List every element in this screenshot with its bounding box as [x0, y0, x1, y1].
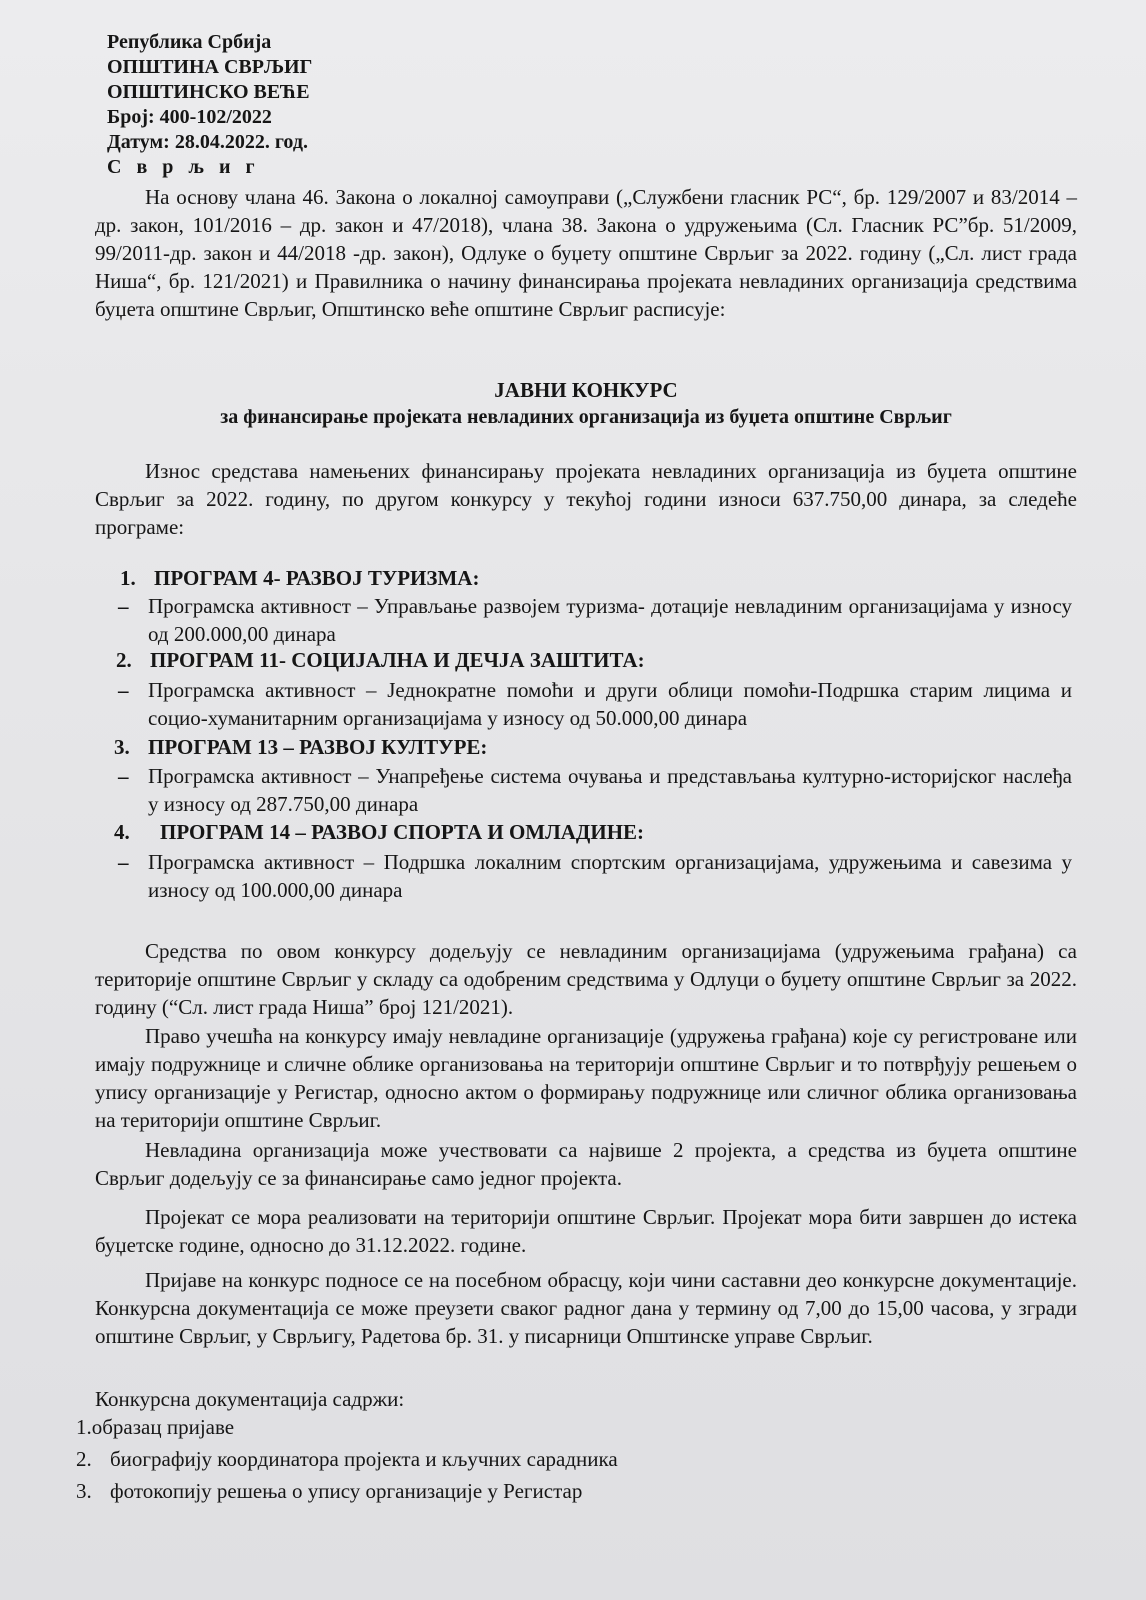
program-number: 4. — [114, 820, 130, 844]
list-item — [76, 1443, 618, 1475]
list-item-number: 1. — [76, 1415, 92, 1439]
dash-bullet: – — [118, 764, 129, 788]
program-title: ПРОГРАМ 13 – РАЗВОЈ КУЛТУРЕ: — [148, 735, 488, 759]
program-title: ПРОГРАМ 14 – РАЗВОЈ СПОРТА И ОМЛАДИНЕ: — [160, 820, 645, 844]
eligibility-paragraph: Право учешћа на конкурсу имају невладине организације (удружења грађана) које су регистроване или имају подружнице и сличне облике организовања на територији општине Сврљиг и то потврђују решењем о упису организације у Регистар, односно актом о формирању подружнице или сличног облика организовања на територији општине Сврљиг. — [95, 1024, 1077, 1132]
dash-bullet: – — [118, 678, 129, 702]
program-heading — [114, 735, 487, 760]
document-header — [107, 30, 312, 180]
program-title: ПРОГРАМ 11- СОЦИЈАЛНА И ДЕЧЈА ЗАШТИТА: — [150, 648, 645, 672]
project-limit-paragraph: Невладина организација може учествовати са највише 2 пројекта, а средства из буџета општине Сврљиг додељују се за финансирање само једног пројекта. — [95, 1138, 1077, 1190]
funds-paragraph: Средства по овом конкурсу додељују се невладиним организацијама (удружењима грађана) са територије општине Сврљиг у складу са одобреним средствима у Одлуци о буџету општине Сврљиг за 2022. годину (“Сл. лист града Ниша” број 121/2021). — [95, 939, 1077, 1019]
document-number: Број: 400-102/2022 — [107, 106, 272, 128]
preamble-paragraph: На основу члана 46. Закона о локалној самоуправи („Службени гласник РС“, бр. 129/2007 и 83/2014 – др. закон, 101/2016 – др. закон и 47/2018), члана 38. Закона о удружењима (Сл. Гласник РС”бр. 51/2009, 99/2011-др. закон и 44/2018 -др. закон), Одлуке о буџету општине Сврљиг за 2022. годину („Сл. лист града Ниша“, бр. 121/2021) и Правилника о начину финансирања пројеката невладиних организација средствима буџета општине Сврљиг, Општинско веће општине Сврљиг расписује: — [95, 185, 1077, 321]
docs-list — [76, 1411, 618, 1507]
program-number: 3. — [114, 735, 130, 759]
list-item-text: биографију координатора пројекта и кључних сарадника — [110, 1447, 618, 1471]
country-name: Република Србија — [107, 31, 272, 53]
document-date: Датум: 28.04.2022. год. — [107, 131, 308, 153]
list-item-number: 2. — [76, 1447, 92, 1471]
program-activity: Програмска активност – Унапређење система очувања и представљања културно-историјског наслеђа у износу од 287.750,00 динара — [148, 764, 1072, 816]
program-activity: Програмска активност – Подршка локалним спортским организацијама, удружењима и савезима у износу од 100.000,00 динара — [148, 850, 1072, 902]
program-activity: Програмска активност – Управљање развојем туризма- дотације невладиним организацијама у износу од 200.000,00 динара — [148, 594, 1072, 646]
program-heading — [114, 820, 644, 845]
document-subtitle: за финансирање пројеката невладиних организација из буџета општине Сврљиг — [220, 406, 952, 428]
list-item — [76, 1475, 618, 1507]
program-number: 1. — [120, 566, 136, 590]
list-item-number: 3. — [76, 1479, 92, 1503]
application-paragraph: Пријаве на конкурс подносе се на посебном обрасцу, који чини саставни део конкурсне документације. Конкурсна документација се може преузети сваког радног дана у термину од 7,00 до 15,00 часова, у згради општине Сврљиг, у Сврљигу, Радетова бр. 31. у писарници Општинске управе Сврљиг. — [95, 1268, 1077, 1348]
intro-paragraph: Износ средстава намењених финансирању пројеката невладиних организација из буџета општине Сврљиг за 2022. годину, по другом конкурсу у текућој години износи 637.750,00 динара, за следеће програме: — [95, 459, 1077, 539]
program-heading — [120, 566, 479, 591]
implementation-paragraph: Пројекат се мора реализовати на територији општине Сврљиг. Пројекат мора бити завршен до истека буџетске године, односно до 31.12.2022. године. — [95, 1205, 1077, 1257]
program-heading — [116, 648, 645, 673]
document-title: ЈАВНИ КОНКУРС — [494, 378, 678, 402]
dash-bullet: – — [118, 850, 129, 874]
list-item-text: образац пријаве — [91, 1415, 235, 1439]
program-activity: Програмска активност – Једнократне помоћи и други облици помоћи-Подршка старим лицима и социо-хуманитарним организацијама у износу од 50.000,00 динара — [148, 678, 1072, 730]
list-item-text: фотокопију решења о упису организације у Регистар — [110, 1479, 583, 1503]
document-place: С в р љ и г — [107, 156, 260, 178]
program-number: 2. — [116, 648, 132, 672]
dash-bullet: – — [118, 594, 129, 618]
program-title: ПРОГРАМ 4- РАЗВОЈ ТУРИЗМА: — [154, 566, 480, 590]
council-name: ОПШТИНСКО ВЕЋЕ — [107, 81, 310, 103]
docs-intro: Конкурсна документација садржи: — [95, 1387, 405, 1411]
municipality-name: ОПШТИНА СВРЉИГ — [107, 56, 313, 78]
list-item — [76, 1411, 618, 1443]
